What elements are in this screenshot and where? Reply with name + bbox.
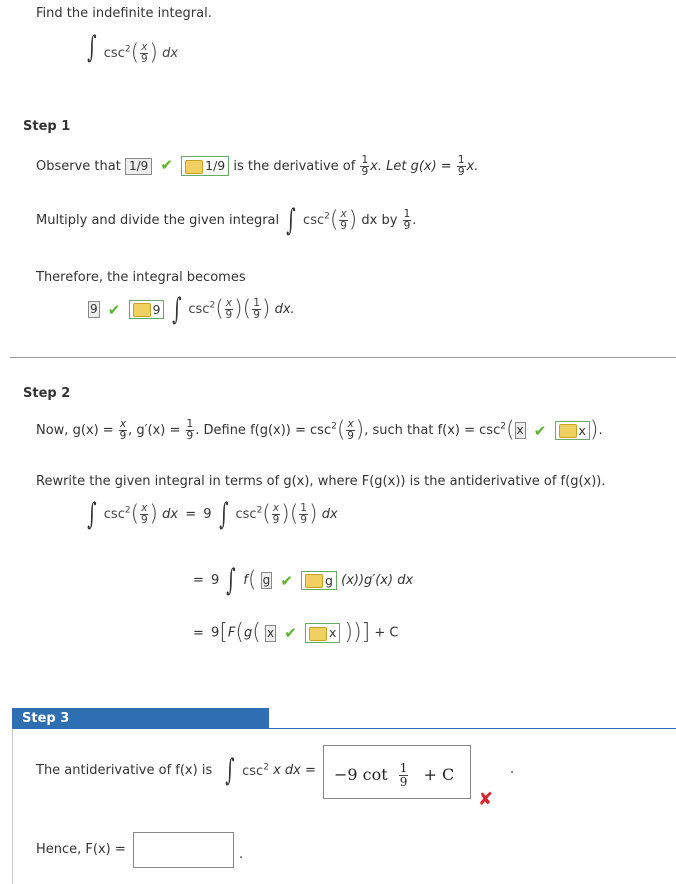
such-that-text: , such that f(x) = csc <box>364 423 501 438</box>
antiderivative-answer-field[interactable] <box>323 745 471 799</box>
now-text: Now, g(x) = <box>36 423 114 438</box>
arg-fraction: $\frac{x}{9}$ <box>225 297 233 321</box>
step1-multiply-line: Multiply and divide the given integral ∫ $\csc^2$( $\frac{x}{9}$ ) dx by $\frac{1}{9}$ . <box>36 203 417 238</box>
csc-text: csc <box>188 302 210 317</box>
dx-text: dx. <box>274 302 295 317</box>
key-answer-9: 9 <box>129 300 165 320</box>
csc-text: csc <box>103 507 125 522</box>
step1-result-line: 9 ✔ 9 ∫ $\csc^2$( $\frac{x}{9}$ )( $\frac{1}{9}$ ) dx. <box>90 292 295 327</box>
key-answer-1-9: 1/9 <box>181 156 229 176</box>
check-icon: ✔ <box>280 571 293 590</box>
arg-fraction: $\frac{x}{9}$ <box>347 418 354 442</box>
key-answer-x-2: x <box>305 623 340 643</box>
hence-answer-field[interactable] <box>133 832 234 868</box>
integral-sign: ∫ <box>87 30 97 65</box>
arg-fraction: $\frac{x}{9}$ <box>340 208 347 232</box>
answer-box-x-2: x <box>267 625 275 640</box>
equals-sign: = <box>185 507 197 522</box>
answer-box-g: g <box>262 573 271 587</box>
arg-fraction: $\frac{x}{9}$ <box>140 41 148 65</box>
check-icon: ✔ <box>107 300 121 319</box>
hence-text: Hence, F(x) = <box>36 842 126 857</box>
csc-text: csc <box>242 763 264 779</box>
rewrite-line-3: = 9[F(g( x ✔ x ))] + C <box>193 620 399 645</box>
multiply-text: Multiply and divide the given integral <box>36 213 280 228</box>
x-end: x. <box>466 159 479 174</box>
power: 2 <box>256 505 263 516</box>
answer-box-9: 9 <box>90 302 98 316</box>
problem-integral: ∫ $\csc^2$( $\frac{x}{9}$ ) dx <box>87 30 179 66</box>
divider <box>10 357 676 358</box>
csc-text: csc <box>103 46 125 61</box>
coef-9: 9 <box>211 573 220 588</box>
step2-define-line: Now, g(x) = $\frac{x}{9}$ , g′(x) = $\frac{1}{9}$ . Define $f(g(x)) = \csc^2$( $\frac{x}{9}$ ), such that $f(x) = \csc^2$( x ✔ x ). <box>36 417 603 443</box>
x-dx-text: x dx = <box>273 763 316 778</box>
coef-9: 9 <box>203 507 212 522</box>
rewrite-text: Rewrite the given integral in terms of g(x), where F(g(x)) is the antiderivative of f(g(x)). <box>36 474 606 489</box>
step2-label: Step 2 <box>23 386 71 401</box>
power: 2 <box>263 762 269 773</box>
by-text: dx by <box>361 213 398 228</box>
fraction-1-9-f: $\frac{1}{9}$ <box>300 502 307 526</box>
let-g-text: x. Let g(x) = <box>370 159 452 174</box>
hence-period: . <box>239 847 244 862</box>
step3-divider <box>12 728 676 729</box>
step1-label: Step 1 <box>23 119 71 134</box>
key-answer-g: g <box>301 571 337 591</box>
integral-sign: ∫ <box>87 497 97 532</box>
key-icon <box>185 160 203 174</box>
problem-prompt: Find the indefinite integral. <box>36 6 212 21</box>
integral-sign: ∫ <box>218 497 229 532</box>
rewrite-line-2: = 9 ∫ f( g ✔ g (x))g′(x) dx <box>193 563 414 598</box>
step3-header <box>12 708 269 729</box>
integral-sign: ∫ <box>171 292 182 327</box>
answer-fraction: $\frac{1}{9}$ <box>399 761 408 789</box>
antideriv-text: The antiderivative of f(x) is <box>36 763 213 778</box>
observe-text: Observe that <box>36 159 121 174</box>
key-answer-x: x <box>555 421 590 441</box>
step3-left-border <box>12 729 13 884</box>
gprime-text: , g′(x) = <box>128 423 181 438</box>
check-icon: ✔ <box>533 421 547 440</box>
dx-text: dx <box>321 507 338 522</box>
dx-text: dx <box>162 507 179 522</box>
step1-observe-line <box>36 155 478 178</box>
answer-box-x: x <box>516 423 524 437</box>
csc-text: csc <box>235 507 257 522</box>
arg-fraction: $\frac{x}{9}$ <box>272 502 280 526</box>
fraction-1-9-b: $\frac{1}{9}$ <box>457 154 465 178</box>
define-text: . Define f(g(x)) = csc <box>195 423 332 438</box>
answer-period: . <box>510 762 515 777</box>
fraction-1-9-d: $\frac{1}{9}$ <box>253 297 260 321</box>
integral-sign: ∫ <box>226 563 236 598</box>
cross-icon: ✘ <box>478 789 494 810</box>
csc-text: csc <box>303 213 325 228</box>
arg-fraction: $\frac{x}{9}$ <box>140 502 148 526</box>
fraction-1-9: $\frac{1}{9}$ <box>361 154 369 178</box>
answer-main: −9 cot <box>334 765 388 784</box>
step3-label: Step 3 <box>22 711 70 726</box>
derivative-text: is the derivative of <box>233 159 356 174</box>
fraction-1-9-c: $\frac{1}{9}$ <box>403 208 411 232</box>
key-icon <box>133 303 151 317</box>
power: 2 <box>209 300 216 311</box>
plus-c: + C <box>374 625 399 641</box>
integral-sign: ∫ <box>286 203 296 238</box>
key-icon <box>309 627 327 641</box>
antideriv-line <box>36 753 316 788</box>
rewrite-line-1: ∫ $\csc^2$( $\frac{x}{9}$ ) dx = 9 ∫ $\csc^2$( $\frac{x}{9}$ )( $\frac{1}{9}$ ) dx <box>87 497 338 532</box>
check-icon: ✔ <box>160 156 173 174</box>
answer-box-1-9: 1/9 <box>125 158 152 175</box>
equals-sign: = <box>193 573 204 588</box>
power: 2 <box>124 505 131 516</box>
dx-text: dx <box>162 46 179 61</box>
therefore-text: Therefore, the integral becomes <box>36 270 246 285</box>
key-icon <box>559 424 577 438</box>
power: 2 <box>500 421 506 432</box>
power: 2 <box>324 211 330 222</box>
fraction-x-9: $\frac{x}{9}$ <box>119 418 127 442</box>
fraction-1-9-e: $\frac{1}{9}$ <box>186 418 194 442</box>
coef-9: 9 <box>211 625 220 641</box>
answer-c: + C <box>423 765 455 784</box>
key-icon <box>305 574 323 588</box>
equals-sign: = <box>193 625 204 641</box>
integral-sign: ∫ <box>225 753 235 788</box>
check-icon: ✔ <box>284 624 297 642</box>
power: 2 <box>331 421 337 432</box>
power: 2 <box>124 44 131 55</box>
tail-text: (x))g′(x) dx <box>341 573 414 588</box>
